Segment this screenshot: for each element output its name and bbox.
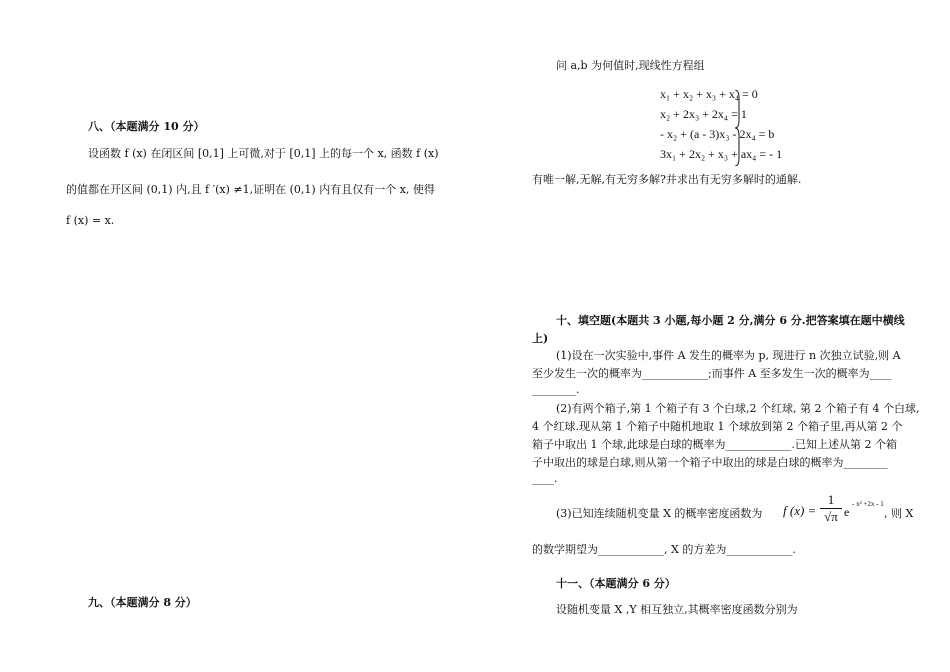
equation-3: - x₂ + (a - 3)x₃ - 2x₄ = b: [660, 127, 775, 141]
exp-power: - x² +2x - 1: [852, 500, 884, 508]
section8-line3: f (x) = x.: [66, 214, 115, 227]
section11-line1: 设随机变量 X ,Y 相互独立,其概率密度函数分别为: [556, 603, 798, 616]
section8-line1: 设函数 f (x) 在闭区间 [0,1] 上可微,对于 [0,1] 上的每一个 x, 函数 f (x): [88, 147, 439, 160]
section9-heading: 九、（本题满分 8 分）: [88, 596, 197, 609]
q9-intro: 问 a,b 为何值时,现线性方程组: [556, 59, 705, 72]
density-function: f (x) =: [783, 503, 817, 518]
equation-1: x₁ + x₂ + x₃ + x₄ = 0: [660, 87, 758, 101]
section10-heading-cont: 上): [532, 332, 549, 345]
fill-q1-line2: 至少发生一次的概率为____________;而事件 A 至多发生一次的概率为____: [532, 367, 892, 380]
section8-heading: 八、（本题满分 10 分）: [88, 120, 205, 133]
system-brace: [733, 90, 741, 166]
fraction-numerator: 1: [827, 492, 835, 507]
fill-q2-line1: (2)有两个箱子,第 1 个箱子有 3 个白球,2 个红球, 第 2 个箱子有 4 个白球,: [556, 402, 920, 415]
fill-q3-post: , 则 X: [884, 507, 914, 520]
section10-heading: 十、填空题(本题共 3 小题,每小题 2 分,满分 6 分.把答案填在题中横线: [556, 314, 905, 327]
fill-q3-pre: (3)已知连续随机变量 X 的概率密度函数为: [556, 507, 763, 520]
fill-q2-line3: 箱子中取出 1 个球,此球是白球的概率为____________.已知上述从第 2 个箱: [532, 438, 897, 451]
fill-q2-line5: ____.: [532, 472, 558, 485]
equation-2: x₂ + 2x₃ + 2x₄ = 1: [660, 107, 747, 121]
section8-line2: 的值都在开区间 (0,1) 内,且 f ′(x) ≠1,证明在 (0,1) 内有且仅有一个 x, 使得: [66, 183, 435, 196]
equation-4: 3x₁ + 2x₂ + x₃ + ax₄ = - 1: [660, 147, 783, 161]
fill-q3-line2: 的数学期望为____________, X 的方差为____________.: [532, 543, 796, 556]
exp-base: e: [844, 505, 850, 519]
fill-q1-line3: ________.: [532, 383, 580, 396]
section11-heading: 十一、（本题满分 6 分）: [556, 577, 676, 590]
fill-q2-line2: 4 个红球.现从第 1 个箱子中随机地取 1 个球放到第 2 个箱子里,再从第 2 个: [532, 420, 903, 433]
fraction-denominator: √π: [824, 509, 838, 524]
q9-outro: 有唯一解,无解,有无穷多解?并求出有无穷多解时的通解.: [532, 173, 802, 186]
fill-q1-line1: (1)设在一次实验中,事件 A 发生的概率为 p, 现进行 n 次独立试验,则 A: [556, 349, 901, 362]
fill-q2-line4: 子中取出的球是白球,则从第一个箱子中取出的球是白球的概率为________: [532, 456, 888, 469]
fraction: [820, 493, 842, 524]
